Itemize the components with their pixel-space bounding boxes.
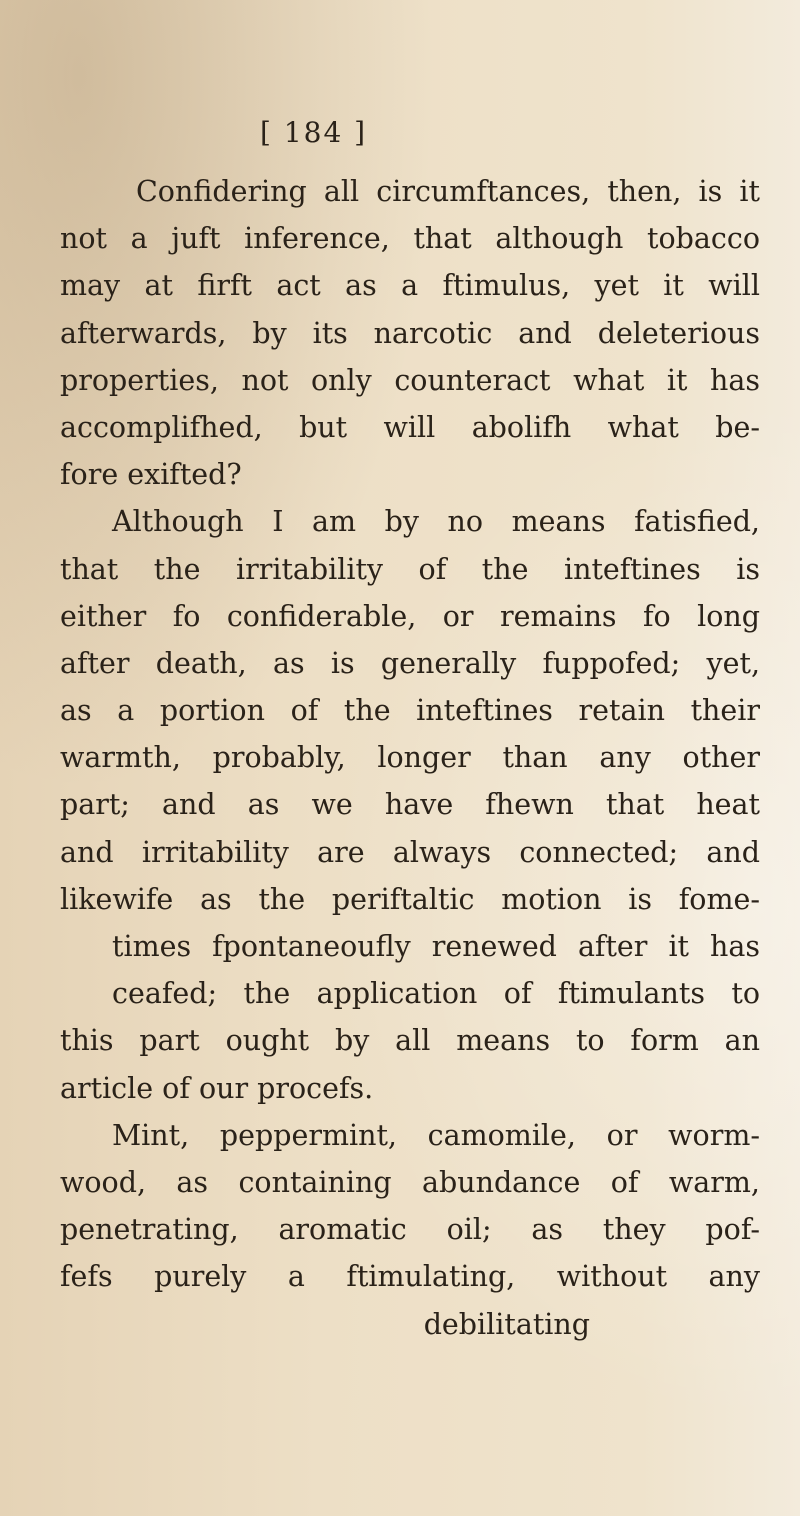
text-line: wood, as containing abundance of warm, [60,1165,760,1199]
text-line: this part ought by all means to form an [60,1024,760,1058]
catchword: debilitating [423,1307,590,1341]
text-line: accomplifhed, but will abolifh what be- [60,410,760,444]
text-line: and irritability are always connected; and [60,835,760,869]
text-line: warmth, probably, longer than any other [60,741,760,775]
text-line: fefs purely a ftimulating, without any [60,1260,760,1294]
text-line: properties, not only counteract what it has [60,363,760,397]
text-line: penetrating, aromatic oil; as they pof- [60,1213,760,1247]
text-line: fore exifted? [60,458,242,492]
text-line: likewife as the periftaltic motion is fome- [60,882,760,916]
text-line: part; and as we have fhewn that heat [60,788,760,822]
page-number: [ 184 ] [260,116,368,149]
text-line: Confidering all circumftances, then, is it [136,175,760,208]
text-line: article of our procefs. [60,1071,374,1105]
text-line: Mint, peppermint, camomile, or worm- [112,1118,760,1152]
text-line: times fpontaneoufly renewed after it has [112,930,760,963]
text-line: not a juft inference, that although tobacco [60,222,760,256]
text-line: may at firft act as a ftimulus, yet it will [60,269,760,303]
text-line: after death, as is generally fuppofed; yet, [60,646,760,680]
text-line: that the irritability of the inteftines is [60,552,760,586]
text-line: afterwards, by its narcotic and deleterious [60,316,760,350]
text-line: either fo confiderable, or remains fo long [60,599,760,633]
text-line: as a portion of the inteftines retain their [60,694,760,728]
text-line: ceafed; the application of ftimulants to [112,977,760,1011]
body-text [60,168,760,1348]
text-line: Although I am by no means fatisfied, [112,505,760,539]
